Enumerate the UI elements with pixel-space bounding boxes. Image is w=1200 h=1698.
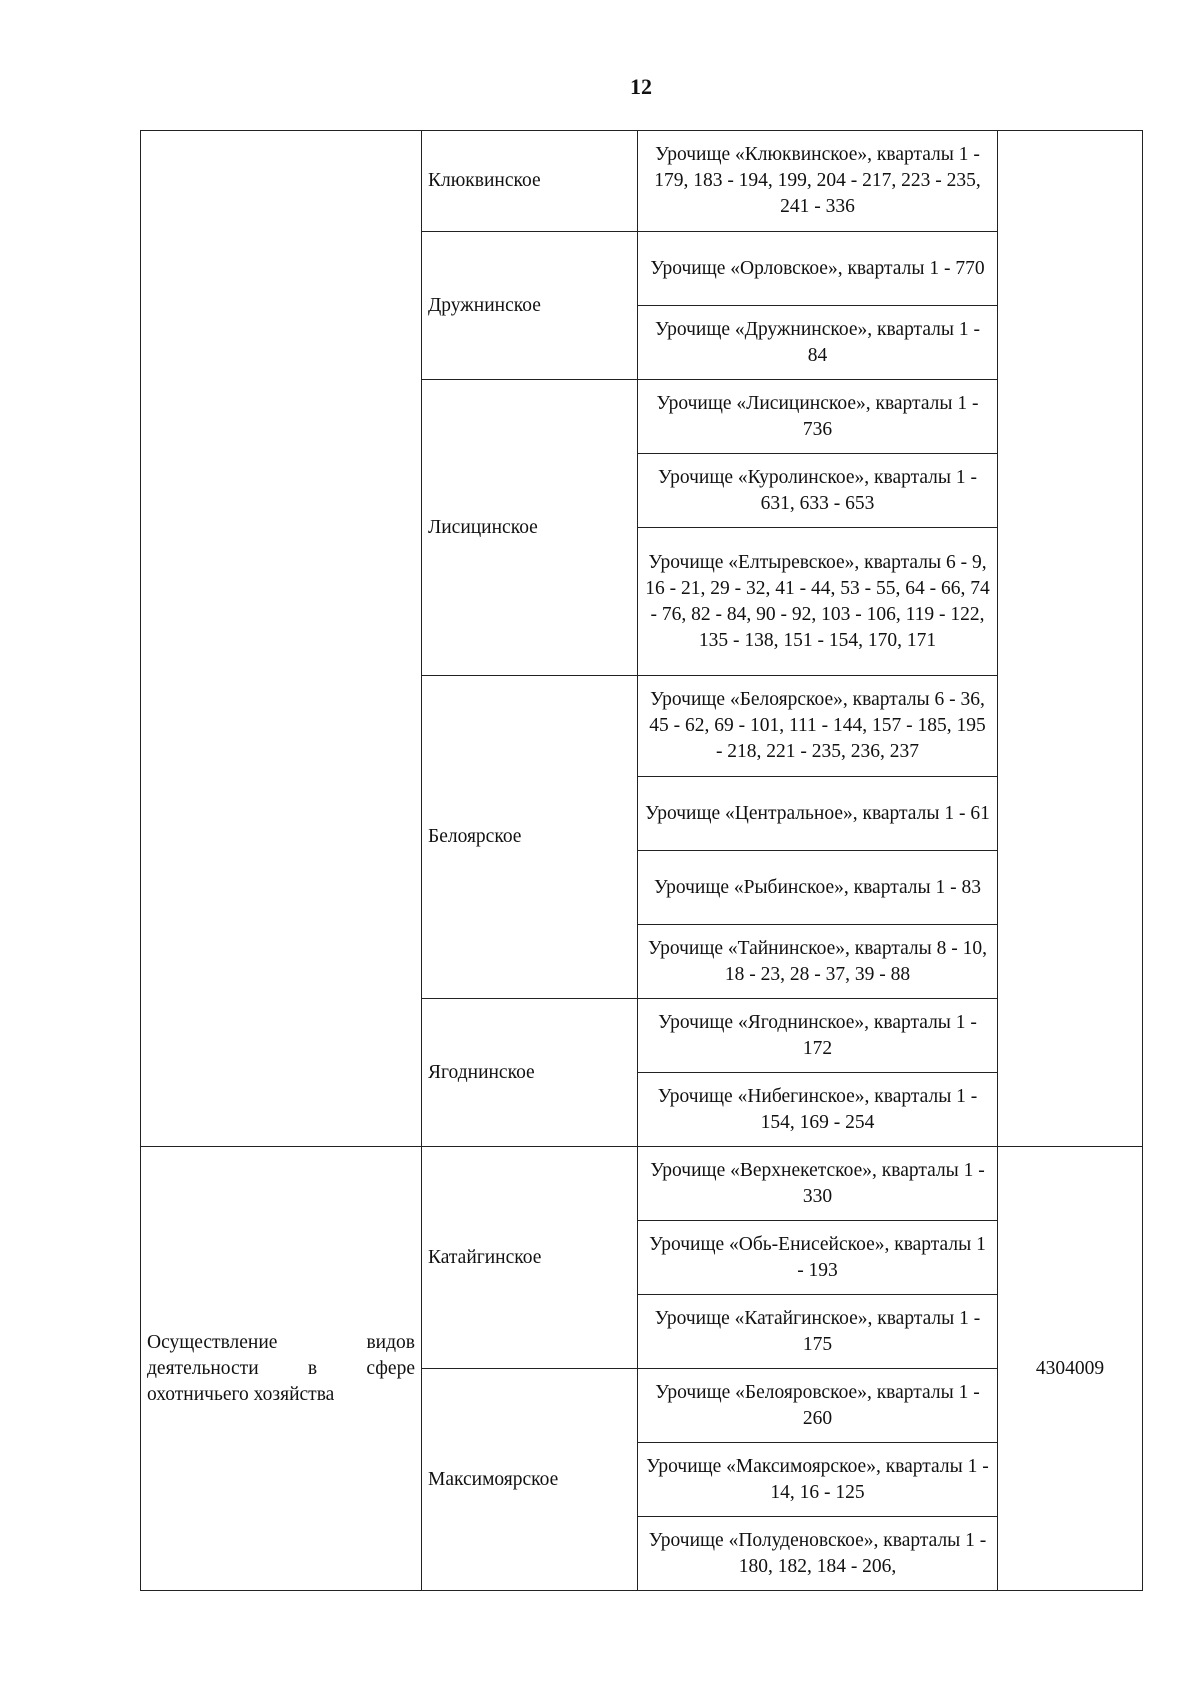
tract-cell: Урочище «Клюквинское», кварталы 1 - 179, 183 - 194, 199, 204 - 217, 223 - 235, 241 - 336	[638, 131, 998, 232]
forestry-name: Белоярское	[422, 676, 638, 999]
activity-line: охотничьего хозяйства	[147, 1383, 335, 1405]
forestry-table	[140, 130, 1143, 1591]
tract-cell: Урочище «Орловское», кварталы 1 - 770	[638, 232, 998, 306]
tract-cell: Урочище «Лисицинское», кварталы 1 - 736	[638, 380, 998, 454]
forestry-name: Максимоярское	[422, 1369, 638, 1591]
tract-cell: Урочище «Тайнинское», кварталы 8 - 10, 18 - 23, 28 - 37, 39 - 88	[638, 925, 998, 999]
tract-cell: Урочище «Дружнинское», кварталы 1 - 84	[638, 306, 998, 380]
activity-line: Осуществление видов	[147, 1331, 415, 1353]
table-row	[141, 1147, 1143, 1221]
forestry-name: Лисицинское	[422, 380, 638, 676]
tract-cell: Урочище «Нибегинское», кварталы 1 - 154, 169 - 254	[638, 1073, 998, 1147]
forestry-name: Катайгинское	[422, 1147, 638, 1369]
page-number: 12	[630, 74, 652, 99]
code-cell: 4304009	[998, 1147, 1143, 1591]
forestry-name: Клюквинское	[422, 131, 638, 232]
forestry-name: Ягоднинское	[422, 999, 638, 1147]
tract-cell: Урочище «Белоярское», кварталы 6 - 36, 45 - 62, 69 - 101, 111 - 144, 157 - 185, 195 - 218, 221 - 235, 236, 237	[638, 676, 998, 777]
tract-cell: Урочище «Елтыревское», кварталы 6 - 9, 16 - 21, 29 - 32, 41 - 44, 53 - 55, 64 - 66, 74 - 76, 82 - 84, 90 - 92, 103 - 106, 119 - 122, 135 - 138, 151 - 154, 170, 171	[638, 528, 998, 676]
tract-cell: Урочище «Ягоднинское», кварталы 1 - 172	[638, 999, 998, 1073]
tract-cell: Урочище «Максимоярское», кварталы 1 - 14, 16 - 125	[638, 1443, 998, 1517]
tract-cell: Урочище «Белояровское», кварталы 1 - 260	[638, 1369, 998, 1443]
forestry-name: Дружнинское	[422, 232, 638, 380]
tract-cell: Урочище «Обь-Енисейское», кварталы 1 - 193	[638, 1221, 998, 1295]
tract-cell: Урочище «Полуденовское», кварталы 1 - 180, 182, 184 - 206,	[638, 1517, 998, 1591]
tract-cell: Урочище «Катайгинское», кварталы 1 - 175	[638, 1295, 998, 1369]
tract-cell: Урочище «Рыбинское», кварталы 1 - 83	[638, 851, 998, 925]
activity-cell	[141, 1147, 422, 1591]
tract-cell: Урочище «Верхнекетское», кварталы 1 - 330	[638, 1147, 998, 1221]
activity-cell	[141, 131, 422, 1147]
activity-line: деятельности в сфере	[147, 1357, 415, 1379]
code-cell	[998, 131, 1143, 1147]
tract-cell: Урочище «Куролинское», кварталы 1 - 631, 633 - 653	[638, 454, 998, 528]
table-row	[141, 131, 1143, 232]
tract-cell: Урочище «Центральное», кварталы 1 - 61	[638, 777, 998, 851]
